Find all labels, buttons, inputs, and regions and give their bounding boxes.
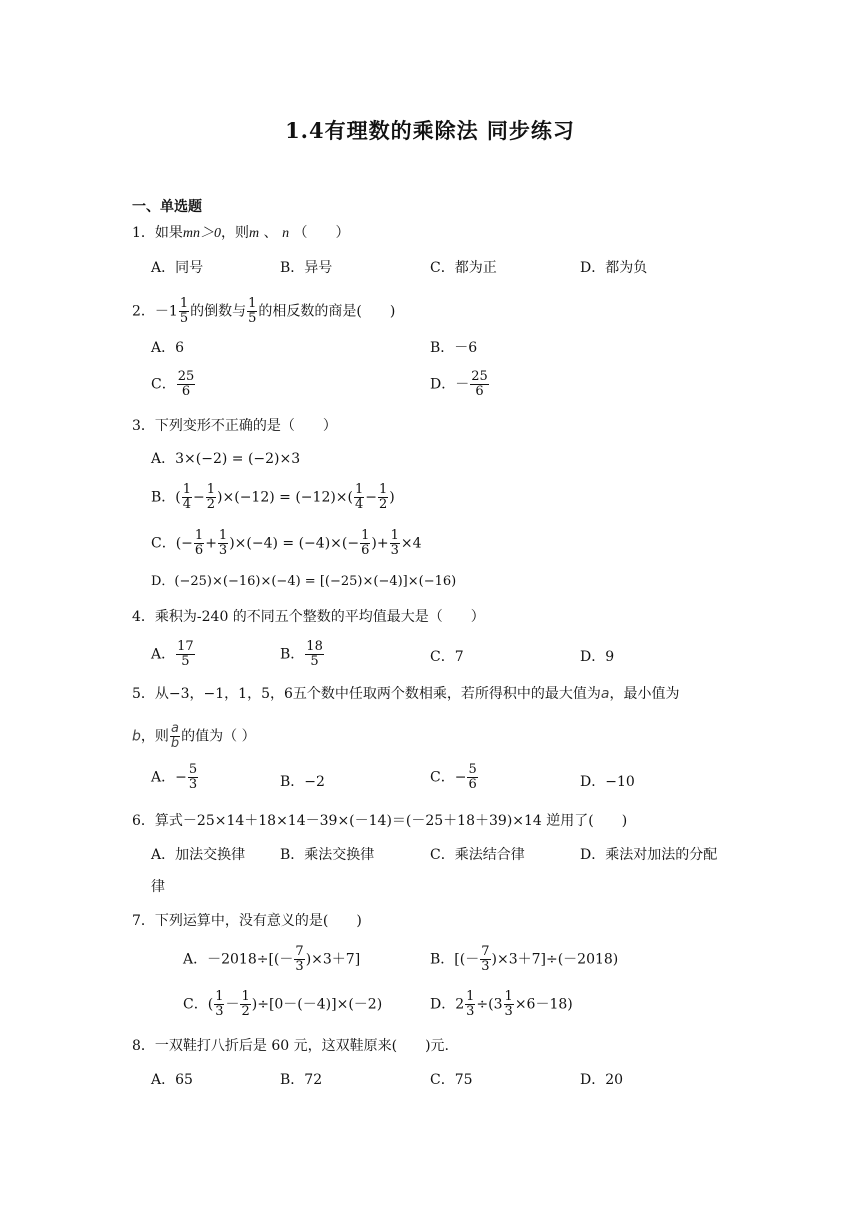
- q3-option-b[interactable]: B．( $\frac{1}{4}$ − $\frac{1}{2}$ )×(−12) = (−12)×( $\frac{1}{4}$ − $\frac{1}{2}$ ): [151, 482, 395, 512]
- q1-sep: 、: [259, 225, 283, 241]
- q6-option-d-wrap: 律: [151, 879, 165, 895]
- q4-option-d[interactable]: D．9: [580, 649, 615, 665]
- q1-var-n: n: [282, 226, 290, 241]
- q1-option-a[interactable]: A．同号: [151, 260, 204, 276]
- q5-option-a[interactable]: A．− $\frac{5}{3}$: [151, 762, 198, 792]
- q2-option-a[interactable]: A．6: [151, 340, 185, 356]
- q3-option-a[interactable]: A．3×(−2) = (−2)×3: [151, 451, 301, 467]
- q2-fraction-2: $\frac{1}{5}$: [248, 296, 257, 326]
- q1-paren: （ ）: [293, 225, 350, 241]
- question-5-stem-line-2: b，则 $\frac{a}{b}$ 的值为（ ）: [132, 721, 256, 751]
- q8-option-b[interactable]: B．72: [280, 1072, 323, 1088]
- q8-option-c[interactable]: C．75: [430, 1072, 473, 1088]
- question-4-stem: 4．乘积为-240 的不同五个整数的平均值最大是（ ）: [132, 609, 485, 625]
- q6-option-b[interactable]: B．乘法交换律: [280, 847, 375, 863]
- question-3-stem: 3．下列变形不正确的是（ ）: [132, 418, 337, 434]
- q6-option-a[interactable]: A．加法交换律: [151, 847, 246, 863]
- q2-option-d-fraction: $\frac{25}{6}$: [471, 369, 488, 399]
- q5-option-c[interactable]: C．− $\frac{5}{6}$: [430, 762, 477, 792]
- question-7-stem: 7．下列运算中，没有意义的是( ): [132, 913, 362, 929]
- q7-option-a[interactable]: A．－2018÷[(－ $\frac{7}{3}$ )×3＋7]: [183, 944, 361, 974]
- q7-option-c[interactable]: C．( $\frac{1}{3}$ － $\frac{1}{2}$ )÷[0－(－4)]×(－2): [183, 989, 383, 1019]
- q5-option-d[interactable]: D．−10: [580, 774, 635, 790]
- q2-suffix: 的相反数的商是( ): [258, 303, 396, 320]
- q4-option-c[interactable]: C．7: [430, 649, 464, 665]
- question-6-stem: 6．算式－25×14＋18×14－39×(－14)＝(－25＋18＋39)×14 逆用了( ): [132, 813, 628, 829]
- q8-option-d[interactable]: D．20: [580, 1072, 624, 1088]
- q1-option-c[interactable]: C．都为正: [430, 260, 497, 276]
- q1-option-b[interactable]: B．异号: [280, 260, 333, 276]
- q5-var-b: b: [132, 728, 141, 745]
- q5-option-b[interactable]: B．−2: [280, 774, 325, 790]
- q2-prefix: 2．－1: [132, 303, 178, 320]
- question-8-stem: 8．一双鞋打八折后是 60 元，这双鞋原来( )元.: [132, 1038, 449, 1054]
- section-heading: 一、单选题: [132, 199, 202, 215]
- q6-option-c[interactable]: C．乘法结合律: [430, 847, 525, 863]
- q1-prefix: 1．如果: [132, 225, 183, 241]
- q2-option-c[interactable]: C． $\frac{25}{6}$: [151, 369, 195, 399]
- q1-var-m: m: [249, 226, 260, 241]
- q1-mid: ，则: [221, 225, 250, 241]
- q2-option-c-fraction: $\frac{25}{6}$: [177, 369, 195, 399]
- q5-var-a: a: [600, 686, 610, 702]
- q7-option-d[interactable]: D．2 $\frac{1}{3}$ ÷(3 $\frac{1}{3}$ ×6－18): [430, 989, 573, 1019]
- q3-option-d[interactable]: D．(−25)×(−16)×(−4) = [(−25)×(−4)]×(−16): [151, 574, 457, 589]
- question-1-stem: [132, 223, 350, 244]
- q7-option-b[interactable]: B．[(－ $\frac{7}{3}$ )×3＋7]÷(－2018): [430, 944, 619, 974]
- q3-option-c[interactable]: C．(− $\frac{1}{6}$ + $\frac{1}{3}$ )×(−4) = (−4)×(− $\frac{1}{6}$ )+ $\frac{1}{3}$ ×4: [151, 528, 422, 558]
- page-title: 1.4有理数的乘除法 同步练习: [285, 118, 575, 143]
- question-2-stem: [132, 297, 395, 326]
- q2-mid: 的倒数与: [190, 303, 247, 320]
- q2-option-b[interactable]: B．－6: [430, 340, 478, 356]
- q4-option-b[interactable]: B． $\frac{18}{5}$: [280, 639, 323, 669]
- q2-option-d[interactable]: D．－ $\frac{25}{6}$: [430, 369, 488, 399]
- q6-option-d[interactable]: D．乘法对加法的分配: [580, 847, 718, 863]
- q4-option-a[interactable]: A． $\frac{17}{5}$: [151, 639, 194, 669]
- q1-condition: mn＞0: [182, 226, 222, 241]
- question-5-stem-line-1: 5．从−3，−1，1，5，6五个数中任取两个数相乘，若所得积中的最大值为a，最小值为: [132, 686, 680, 702]
- q2-fraction-1: $\frac{1}{5}$: [179, 296, 189, 326]
- q1-option-d[interactable]: D．都为负: [580, 260, 648, 276]
- q8-option-a[interactable]: A．65: [151, 1072, 193, 1088]
